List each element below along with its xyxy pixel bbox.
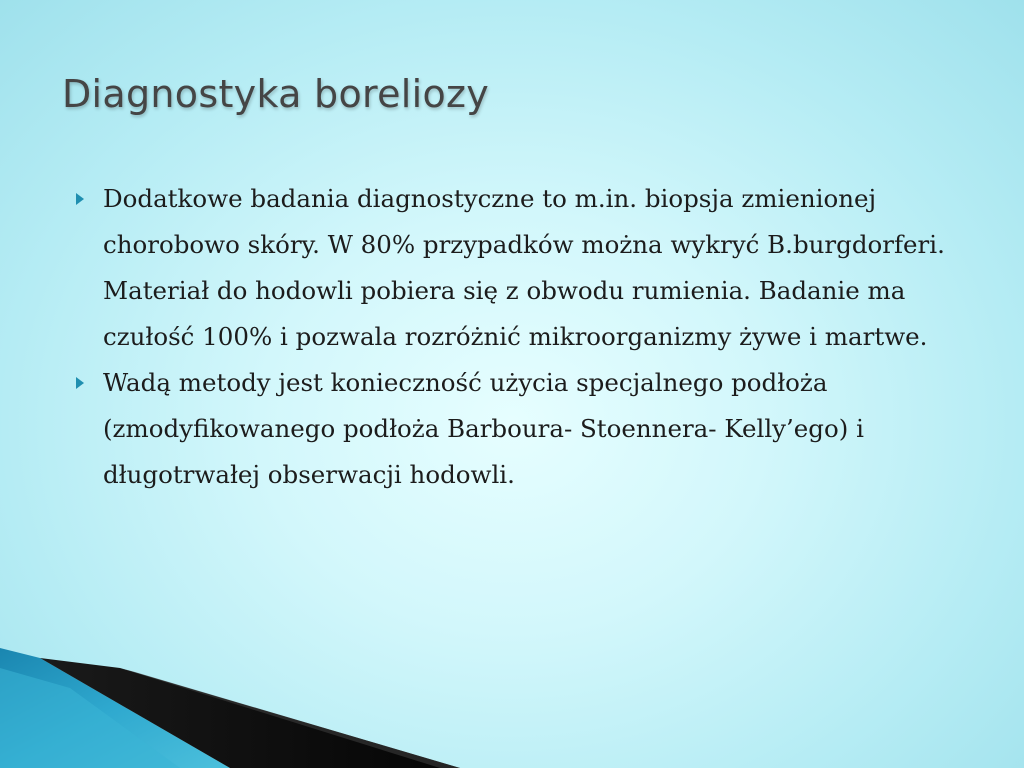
triangle-right-icon <box>76 193 84 205</box>
slide-title: Diagnostyka boreliozy <box>62 72 490 116</box>
bullet-item <box>72 176 962 360</box>
triangle-right-icon <box>76 377 84 389</box>
bullet-list <box>72 176 962 498</box>
bullet-text: Wadą metody jest konieczność użycia specjalnego podłoża (zmodyfikowanego podłoża Barboura- Stoennera- Kelly’ego) i długotrwałej obserwacji hodowli. <box>103 368 864 489</box>
bullet-item <box>72 360 962 498</box>
decorative-bottom-bands <box>0 640 1024 768</box>
bullet-text: Dodatkowe badania diagnostyczne to m.in. biopsja zmienionej chorobowo skóry. W 80% przypadków można wykryć B.burgdorferi. Materiał do hodowli pobiera się z obwodu rumienia. Badanie ma czułość 100% i pozwala rozróżnić mikroorganizmy żywe i martwe. <box>103 184 945 351</box>
